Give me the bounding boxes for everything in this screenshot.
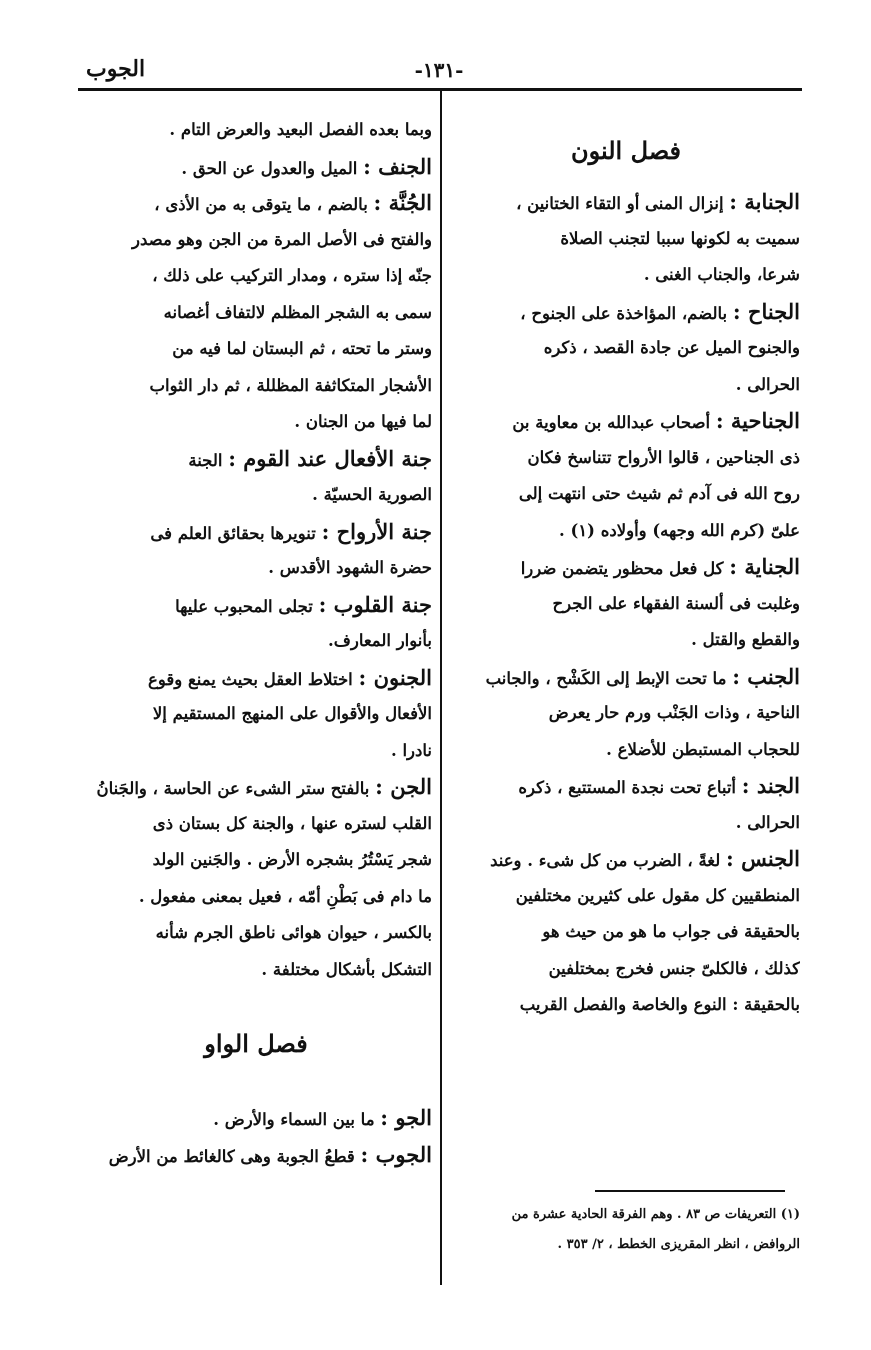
entry-line: المنطقيين كل مقول على كثيرين مختلفين [515, 885, 800, 905]
entry-term: الجو : [380, 1105, 432, 1130]
entry-term: جنة القلوب : [318, 591, 432, 617]
entry-line: ذى الجناحين ، قالوا الأرواح تتناسخ فكان [527, 447, 800, 467]
dictionary-entry [80, 185, 432, 441]
entry-term: الجنف : [363, 153, 432, 179]
definition-text: ما بين السماء والأرض . [213, 1110, 375, 1129]
entry-line: بأنوار المعارف. [328, 631, 432, 650]
entry-term: الجناح : [732, 298, 800, 324]
dictionary-entry [80, 1137, 432, 1174]
entry-term: الجُنَّة : [373, 190, 432, 215]
definition-text: بالفتح ستر الشىء عن الحاسة ، والجَنانُ [96, 779, 370, 798]
entry-line: لما فيها من الجنان . [294, 412, 432, 431]
entry-line: حضرة الشهود الأقدس . [268, 558, 432, 577]
entry-line: بالكسر ، حيوان هوائى ناطق الجرم شأنه [155, 923, 432, 942]
entry-line: بالحقيقة فى جواب ما هو من حيث هو [542, 922, 800, 941]
page-number: -١٣١- [414, 58, 464, 82]
definition-text: لغةً ، الضرب من كل شىء . وعند [490, 851, 721, 870]
entry-term: جنة الأرواح : [321, 518, 432, 544]
entry-line: نادرا . [390, 740, 432, 760]
entry-line: كذلك ، فالكلىّ جنس فخرج بمختلفين [548, 958, 800, 978]
entry-line: وغلبت فى ألسنة الفقهاء على الجرح [552, 593, 800, 613]
entry-line: علىّ (كرم الله وجهه) وأولاده (١) . [558, 520, 800, 540]
page-header [78, 52, 800, 92]
entry-line: وستر ما تحته ، ثم البستان لما فيه من [172, 339, 432, 358]
footnote-line: (١) التعريفات ص ٨٣ . وهم الفرقة الحادية عشرة من [511, 1207, 800, 1222]
dictionary-entry [452, 659, 800, 769]
entry-line [452, 294, 800, 331]
entry-term: الجنس : [726, 846, 800, 871]
right-column [452, 118, 800, 1024]
entry-line: التشكل بأشكال مختلفة . [261, 959, 432, 979]
running-head: الجوب [86, 56, 146, 82]
entry-line: الحرالى . [735, 812, 800, 832]
section-heading-nun: فصل النون [570, 136, 682, 165]
entry-term: الجنابة : [729, 189, 800, 214]
footnote-rule [595, 1190, 785, 1192]
dictionary-entry [80, 769, 432, 988]
entry-term: الجند : [741, 773, 800, 798]
section-heading-waw: فصل الواو [204, 1029, 308, 1058]
dictionary-entry [80, 587, 432, 660]
entry-line [80, 441, 432, 478]
entry-term: الجوب : [360, 1141, 432, 1167]
dictionary-entry [80, 660, 432, 770]
definition-text: الميل والعدول عن الحق . [181, 158, 358, 178]
entry-line: الناحية ، وذات الجَنْب ورم حار يعرض [548, 703, 800, 722]
definition-text: اختلاط العقل بحيث يمنع وقوع [147, 669, 353, 689]
dictionary-entry [452, 549, 800, 659]
definition-text: تنويرها بحقائق العلم فى [150, 523, 316, 543]
definition-text: أصحاب عبدالله بن معاوية بن [512, 413, 711, 432]
entry-term: جنة الأفعال عند القوم : [228, 445, 432, 471]
entry-line: شرعا، والجناب الغنى . [643, 265, 800, 284]
entry-line [80, 769, 432, 806]
entry-line: الأشجار المتكاثفة المظللة ، ثم دار الثواب [149, 375, 432, 395]
entry-line [452, 768, 800, 805]
definition-text: بالضم، المؤاخذة على الجنوح ، [520, 303, 728, 323]
entry-line: سمى به الشجر المظلم لالتفاف أغصانه [163, 302, 432, 322]
entry-line: بالحقيقة : النوع والخاصة والفصل القريب [519, 995, 800, 1014]
dictionary-entry [452, 403, 800, 549]
entry-line: ما دام فى بَطْنِ أمّه ، فعيل بمعنى مفعول . [138, 886, 432, 906]
entry-line [80, 149, 432, 186]
footnote-line: الروافض ، انظر المقريزى الخطط ، ٢/ ٣٥٣ . [557, 1237, 800, 1252]
entry-line: الصورية الحسيّة . [312, 485, 432, 504]
dictionary-entry [452, 184, 800, 294]
entry-term: الجنب : [732, 663, 800, 689]
entry-line [80, 514, 432, 551]
entry-term: الجناحية : [715, 408, 800, 433]
entry-line: والقطع والقتل . [691, 630, 800, 649]
entry-line [80, 1100, 432, 1137]
entry-line [452, 403, 800, 440]
footnote [452, 1200, 800, 1260]
definition-text: الجنة [188, 450, 223, 470]
dictionary-entry [452, 768, 800, 841]
dictionary-entry [452, 294, 800, 404]
dictionary-entry [80, 149, 432, 186]
entry-line: سميت به لكونها سببا لتجنب الصلاة [560, 228, 800, 248]
entry-line [452, 549, 800, 586]
entry-line [80, 185, 432, 222]
definition-text: أتباع تحت نجدة المستتبع ، ذكره [518, 778, 737, 797]
column-divider [440, 90, 442, 1285]
continuation-line: وبما بعده الفصل البعيد والعرض التام . [169, 120, 432, 139]
entry-line [452, 184, 800, 221]
dictionary-entry [80, 441, 432, 514]
definition-text: كل فعل محظور يتضمن ضررا [520, 559, 724, 578]
entry-line: والجنوح الميل عن جادة القصد ، ذكره [543, 338, 800, 357]
definition-text: تجلى المحبوب عليها [175, 596, 313, 616]
entry-line: شجر يَسْتُرُ بشجره الأرض . والجَنين الولد [152, 850, 432, 869]
definition-text: بالضم ، ما يتوقى به من الأذى ، [154, 195, 368, 214]
entry-line: الحرالى . [735, 374, 800, 394]
entry-line: القلب لستره عنها ، والجنة كل بستان ذى [152, 813, 432, 833]
entry-term: الجناية : [729, 554, 800, 579]
entry-line [80, 660, 432, 697]
dictionary-entry [80, 514, 432, 587]
entry-line [452, 659, 800, 696]
left-column [80, 112, 432, 1173]
definition-text: قطعُ الجوبة وهى كالغائط من الأرض [108, 1146, 355, 1166]
entry-line [80, 1137, 432, 1174]
entry-line: روح الله فى آدم ثم شيث حتى انتهت إلى [518, 484, 800, 503]
entry-term: الجن : [375, 774, 432, 799]
dictionary-entry [80, 1100, 432, 1137]
entry-term: الجنون : [358, 664, 432, 690]
entry-line: جنّه إذا ستره ، ومدار التركيب على ذلك ، [152, 266, 432, 285]
definition-text: إنزال المنى أو التقاء الختانين ، [516, 194, 724, 213]
entry-line: الأفعال والأقوال على المنهج المستقيم إلا [152, 704, 432, 723]
entry-line: للحجاب المستبطن للأضلاع . [606, 739, 800, 759]
entry-line: والفتح فى الأصل المرة من الجن وهو مصدر [132, 229, 432, 249]
dictionary-entry [452, 841, 800, 1024]
entry-line [452, 841, 800, 878]
entry-line [80, 587, 432, 624]
definition-text: ما تحت الإبط إلى الكَشْح ، والجانب [485, 668, 727, 688]
